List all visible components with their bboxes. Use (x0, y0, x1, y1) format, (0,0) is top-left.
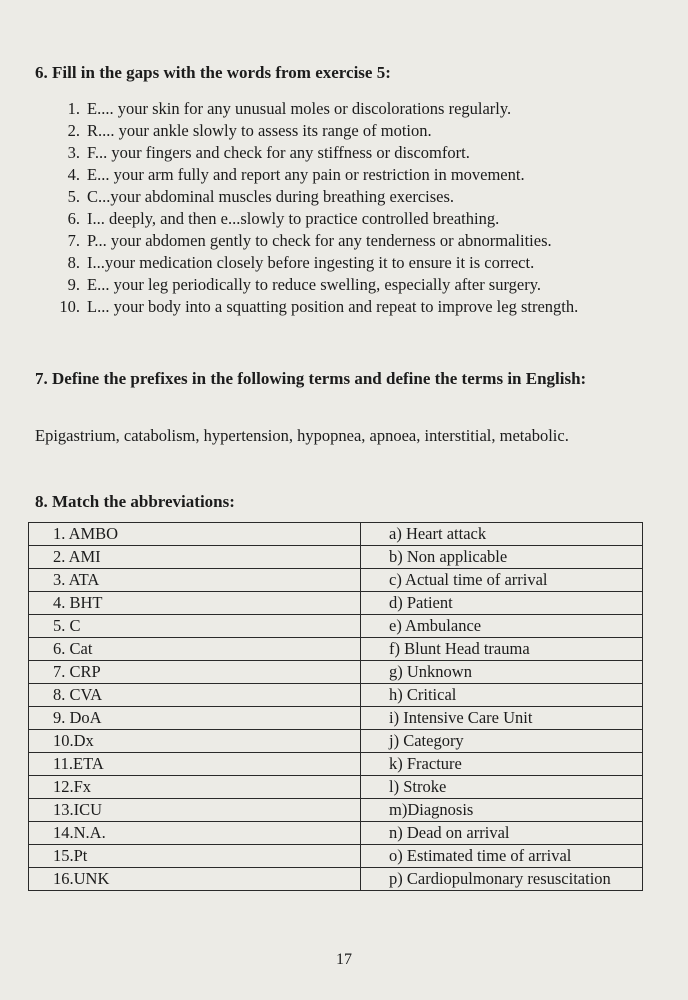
item-text: F... your fingers and check for any stiffness or discomfort. (87, 143, 470, 162)
item-text: R.... your ankle slowly to assess its range of motion. (87, 121, 432, 140)
abbreviation-cell: 12.Fx (29, 776, 361, 799)
abbreviation-cell: 6. Cat (29, 638, 361, 661)
meaning-cell: h) Critical (361, 684, 643, 707)
item-number: 1. (67, 99, 80, 118)
abbreviation-cell: 16.UNK (29, 868, 361, 891)
meaning-cell: c) Actual time of arrival (361, 569, 643, 592)
item-number: 2. (67, 121, 80, 140)
table-row (29, 661, 643, 684)
list-item (35, 186, 645, 208)
abbreviation-cell: 3. ATA (29, 569, 361, 592)
abbreviation-cell: 7. CRP (29, 661, 361, 684)
item-number: 10. (59, 297, 80, 316)
abbreviation-table (28, 522, 643, 891)
meaning-cell: l) Stroke (361, 776, 643, 799)
page-number: 17 (336, 951, 352, 968)
exercise-7-heading: 7. Define the prefixes in the following terms and define the terms in English: (35, 369, 587, 388)
list-item (35, 274, 645, 296)
item-text: P... your abdomen gently to check for any tenderness or abnormalities. (87, 231, 552, 250)
meaning-cell: a) Heart attack (361, 523, 643, 546)
table-row (29, 638, 643, 661)
abbreviation-cell: 15.Pt (29, 845, 361, 868)
table-row (29, 684, 643, 707)
abbreviation-cell: 1. AMBO (29, 523, 361, 546)
list-item (35, 164, 645, 186)
abbreviation-cell: 9. DoA (29, 707, 361, 730)
meaning-cell: k) Fracture (361, 753, 643, 776)
meaning-cell: p) Cardiopulmonary resuscitation (361, 868, 643, 891)
list-item (35, 296, 645, 318)
table-row (29, 776, 643, 799)
table-row (29, 707, 643, 730)
item-number: 3. (67, 143, 80, 162)
meaning-cell: b) Non applicable (361, 546, 643, 569)
item-text: E.... your skin for any unusual moles or discolorations regularly. (87, 99, 512, 118)
abbreviation-cell: 2. AMI (29, 546, 361, 569)
meaning-cell: f) Blunt Head trauma (361, 638, 643, 661)
list-item (35, 230, 645, 252)
table-row (29, 822, 643, 845)
table-row (29, 523, 643, 546)
meaning-cell: j) Category (361, 730, 643, 753)
item-number: 9. (67, 275, 80, 294)
abbreviation-cell: 13.ICU (29, 799, 361, 822)
item-text: L... your body into a squatting position and repeat to improve leg strength. (87, 297, 579, 316)
table-row (29, 845, 643, 868)
exercise-6-list (35, 98, 645, 318)
item-number: 5. (67, 187, 80, 206)
abbreviation-cell: 5. C (29, 615, 361, 638)
meaning-cell: d) Patient (361, 592, 643, 615)
item-number: 8. (67, 253, 80, 272)
item-number: 7. (67, 231, 80, 250)
meaning-cell: i) Intensive Care Unit (361, 707, 643, 730)
table-row (29, 546, 643, 569)
list-item (35, 120, 645, 142)
list-item (35, 252, 645, 274)
abbreviation-cell: 4. BHT (29, 592, 361, 615)
item-text: C...your abdominal muscles during breathing exercises. (87, 187, 455, 206)
abbreviation-cell: 11.ETA (29, 753, 361, 776)
table-row (29, 615, 643, 638)
table-row (29, 753, 643, 776)
table-row (29, 569, 643, 592)
exercise-8-heading: 8. Match the abbreviations: (35, 492, 235, 511)
abbreviation-cell: 8. CVA (29, 684, 361, 707)
item-text: E... your arm fully and report any pain or restriction in movement. (87, 165, 525, 184)
item-number: 6. (67, 209, 80, 228)
item-text: I... deeply, and then e...slowly to practice controlled breathing. (87, 209, 500, 228)
table-row (29, 592, 643, 615)
meaning-cell: m)Diagnosis (361, 799, 643, 822)
exercise-6-heading: 6. Fill in the gaps with the words from exercise 5: (35, 63, 391, 82)
exercise-7-terms: Epigastrium, catabolism, hypertension, hypopnea, apnoea, interstitial, metabolic. (35, 426, 569, 445)
table-row (29, 799, 643, 822)
item-text: E... your leg periodically to reduce swelling, especially after surgery. (87, 275, 542, 294)
meaning-cell: e) Ambulance (361, 615, 643, 638)
meaning-cell: n) Dead on arrival (361, 822, 643, 845)
abbreviation-cell: 10.Dx (29, 730, 361, 753)
item-text: I...your medication closely before ingesting it to ensure it is correct. (87, 253, 535, 272)
list-item (35, 142, 645, 164)
table-row (29, 868, 643, 891)
table-row (29, 730, 643, 753)
meaning-cell: o) Estimated time of arrival (361, 845, 643, 868)
list-item (35, 208, 645, 230)
list-item (35, 98, 645, 120)
meaning-cell: g) Unknown (361, 661, 643, 684)
item-number: 4. (67, 165, 80, 184)
abbreviation-cell: 14.N.A. (29, 822, 361, 845)
